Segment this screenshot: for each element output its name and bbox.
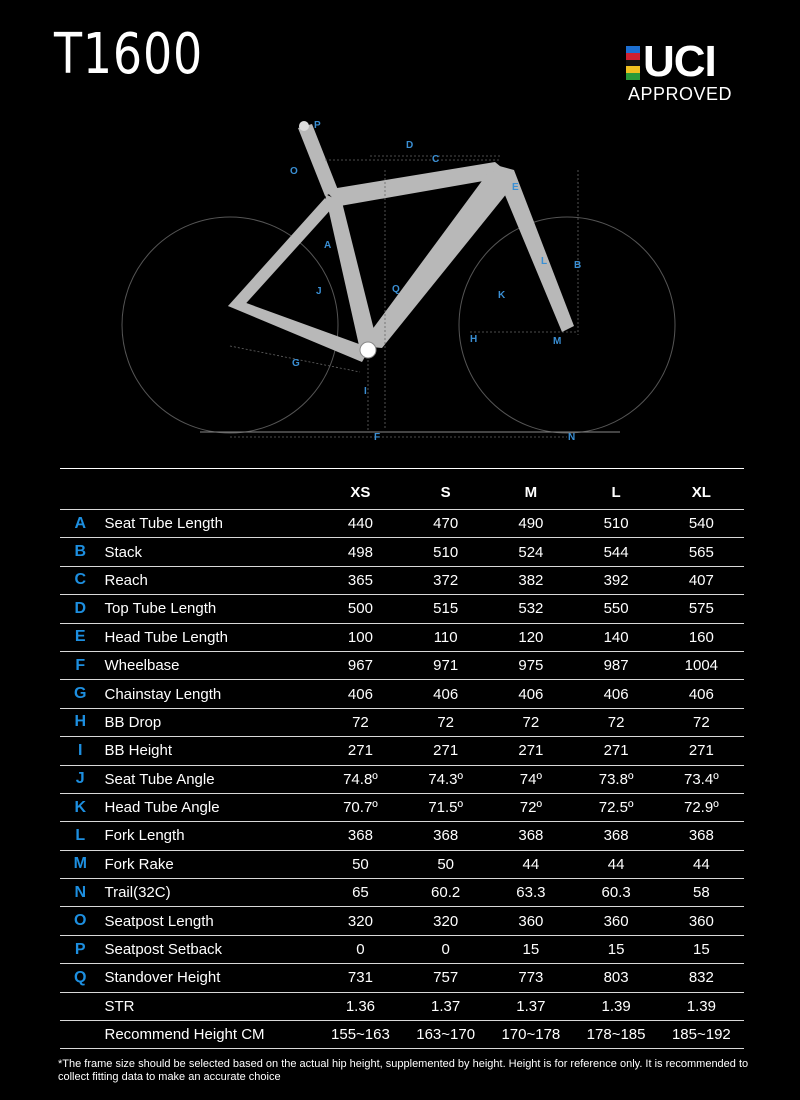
table-row xyxy=(60,737,744,765)
row-value: 490 xyxy=(488,510,573,538)
row-value: 406 xyxy=(573,680,658,708)
row-value: 44 xyxy=(488,850,573,878)
row-value: 72 xyxy=(488,708,573,736)
row-value: 406 xyxy=(403,680,488,708)
row-value: 803 xyxy=(573,964,658,992)
row-value: 271 xyxy=(659,737,744,765)
row-value: 440 xyxy=(318,510,403,538)
row-value: 550 xyxy=(573,595,658,623)
row-value: 15 xyxy=(488,935,573,963)
row-value: 320 xyxy=(318,907,403,935)
row-value: 73.4º xyxy=(659,765,744,793)
row-parameter-name: Standover Height xyxy=(100,964,317,992)
footnote: *The frame size should be selected based on the actual hip height, supplemented by height. Height is for reference only. It is recommended to collect fitting data to make an accurate choice xyxy=(58,1058,749,1083)
row-letter: H xyxy=(60,708,100,736)
table-row xyxy=(60,680,744,708)
uci-approved-label: APPROVED xyxy=(628,84,733,104)
row-value: 565 xyxy=(659,538,744,566)
header-size: XS xyxy=(318,475,403,510)
row-letter: F xyxy=(60,651,100,679)
row-value: 406 xyxy=(659,680,744,708)
label-j: J xyxy=(316,286,322,297)
row-value: 987 xyxy=(573,651,658,679)
row-value: 773 xyxy=(488,964,573,992)
row-value: 731 xyxy=(318,964,403,992)
row-value: 832 xyxy=(659,964,744,992)
row-value: 72 xyxy=(318,708,403,736)
row-letter: K xyxy=(60,793,100,821)
row-parameter-name: Recommend Height CM xyxy=(100,1021,317,1049)
row-value: 1.37 xyxy=(403,992,488,1020)
row-value: 170~178 xyxy=(488,1021,573,1049)
table-row xyxy=(60,992,744,1020)
header-size: S xyxy=(403,475,488,510)
row-parameter-name: Wheelbase xyxy=(100,651,317,679)
label-m: M xyxy=(553,336,562,347)
row-value: 500 xyxy=(318,595,403,623)
row-value: 470 xyxy=(403,510,488,538)
row-value: 368 xyxy=(573,822,658,850)
label-a: A xyxy=(324,240,332,251)
row-value: 271 xyxy=(488,737,573,765)
row-value: 160 xyxy=(659,623,744,651)
row-value: 544 xyxy=(573,538,658,566)
label-f: F xyxy=(374,432,381,443)
label-g: G xyxy=(292,358,300,369)
row-value: 110 xyxy=(403,623,488,651)
row-value: 967 xyxy=(318,651,403,679)
table-row xyxy=(60,708,744,736)
row-parameter-name: Top Tube Length xyxy=(100,595,317,623)
frame-geometry-diagram xyxy=(120,110,700,450)
row-value: 498 xyxy=(318,538,403,566)
row-value: 575 xyxy=(659,595,744,623)
row-value: 368 xyxy=(403,822,488,850)
row-parameter-name: Fork Rake xyxy=(100,850,317,878)
table-row xyxy=(60,651,744,679)
row-parameter-name: Fork Length xyxy=(100,822,317,850)
row-value: 271 xyxy=(318,737,403,765)
table-row xyxy=(60,623,744,651)
row-value: 1.36 xyxy=(318,992,403,1020)
row-parameter-name: BB Height xyxy=(100,737,317,765)
row-letter: A xyxy=(60,510,100,538)
row-value: 971 xyxy=(403,651,488,679)
row-letter: B xyxy=(60,538,100,566)
row-letter: P xyxy=(60,935,100,963)
row-value: 757 xyxy=(403,964,488,992)
label-q: Q xyxy=(392,284,400,295)
label-p: P xyxy=(314,120,321,131)
row-value: 372 xyxy=(403,566,488,594)
row-value: 73.8º xyxy=(573,765,658,793)
row-value: 515 xyxy=(403,595,488,623)
table-row xyxy=(60,510,744,538)
row-letter: Q xyxy=(60,964,100,992)
label-i: I xyxy=(364,386,367,397)
table-row xyxy=(60,1021,744,1049)
row-parameter-name: Seatpost Length xyxy=(100,907,317,935)
row-value: 271 xyxy=(403,737,488,765)
page-title: T1600 xyxy=(54,22,204,87)
row-value: 72.9º xyxy=(659,793,744,821)
label-e: E xyxy=(512,182,519,193)
row-value: 392 xyxy=(573,566,658,594)
row-value: 58 xyxy=(659,879,744,907)
row-value: 368 xyxy=(318,822,403,850)
row-value: 60.2 xyxy=(403,879,488,907)
table-row xyxy=(60,566,744,594)
label-l: L xyxy=(541,256,548,267)
row-value: 360 xyxy=(659,907,744,935)
row-value: 72º xyxy=(488,793,573,821)
row-letter xyxy=(60,992,100,1020)
row-value: 1.39 xyxy=(659,992,744,1020)
row-letter: O xyxy=(60,907,100,935)
row-value: 360 xyxy=(488,907,573,935)
row-value: 72 xyxy=(659,708,744,736)
table-row xyxy=(60,935,744,963)
row-value: 532 xyxy=(488,595,573,623)
row-letter: N xyxy=(60,879,100,907)
uci-wordmark: UCI xyxy=(643,37,716,86)
row-value: 155~163 xyxy=(318,1021,403,1049)
row-parameter-name: Chainstay Length xyxy=(100,680,317,708)
row-value: 1004 xyxy=(659,651,744,679)
row-value: 510 xyxy=(573,510,658,538)
row-value: 72 xyxy=(403,708,488,736)
row-letter: I xyxy=(60,737,100,765)
table-row xyxy=(60,907,744,935)
row-value: 271 xyxy=(573,737,658,765)
row-value: 70.7º xyxy=(318,793,403,821)
row-value: 74.8º xyxy=(318,765,403,793)
row-value: 1.39 xyxy=(573,992,658,1020)
row-value: 365 xyxy=(318,566,403,594)
table-row xyxy=(60,822,744,850)
row-value: 975 xyxy=(488,651,573,679)
label-d: D xyxy=(406,140,414,151)
table-row xyxy=(60,964,744,992)
table-header-row xyxy=(60,475,744,510)
row-value: 0 xyxy=(403,935,488,963)
row-parameter-name: Head Tube Angle xyxy=(100,793,317,821)
row-value: 368 xyxy=(659,822,744,850)
row-value: 0 xyxy=(318,935,403,963)
row-value: 72 xyxy=(573,708,658,736)
saddle-clamp xyxy=(299,121,309,131)
row-value: 178~185 xyxy=(573,1021,658,1049)
uci-stripes-icon xyxy=(626,46,640,80)
label-b: B xyxy=(574,260,582,271)
row-parameter-name: Stack xyxy=(100,538,317,566)
row-value: 406 xyxy=(318,680,403,708)
table-row xyxy=(60,595,744,623)
table-row xyxy=(60,850,744,878)
table-row xyxy=(60,879,744,907)
row-parameter-name: Seatpost Setback xyxy=(100,935,317,963)
row-value: 540 xyxy=(659,510,744,538)
row-parameter-name: Reach xyxy=(100,566,317,594)
row-value: 100 xyxy=(318,623,403,651)
row-parameter-name: STR xyxy=(100,992,317,1020)
row-letter: M xyxy=(60,850,100,878)
row-value: 44 xyxy=(659,850,744,878)
row-value: 50 xyxy=(403,850,488,878)
row-letter: D xyxy=(60,595,100,623)
row-parameter-name: Seat Tube Length xyxy=(100,510,317,538)
header-blank xyxy=(60,475,100,510)
row-value: 15 xyxy=(573,935,658,963)
bottom-bracket xyxy=(360,342,376,358)
row-parameter-name: Head Tube Length xyxy=(100,623,317,651)
row-value: 524 xyxy=(488,538,573,566)
row-value: 15 xyxy=(659,935,744,963)
row-parameter-name: BB Drop xyxy=(100,708,317,736)
label-k: K xyxy=(498,290,506,301)
table-top-rule xyxy=(60,468,744,469)
row-value: 71.5º xyxy=(403,793,488,821)
row-value: 406 xyxy=(488,680,573,708)
row-value: 120 xyxy=(488,623,573,651)
row-value: 382 xyxy=(488,566,573,594)
header-size: XL xyxy=(659,475,744,510)
row-value: 74º xyxy=(488,765,573,793)
row-value: 63.3 xyxy=(488,879,573,907)
row-value: 72.5º xyxy=(573,793,658,821)
table-row xyxy=(60,765,744,793)
row-letter xyxy=(60,1021,100,1049)
row-letter: E xyxy=(60,623,100,651)
label-c: C xyxy=(432,154,440,165)
row-letter: L xyxy=(60,822,100,850)
row-value: 368 xyxy=(488,822,573,850)
row-value: 65 xyxy=(318,879,403,907)
header-size: M xyxy=(488,475,573,510)
row-letter: C xyxy=(60,566,100,594)
row-parameter-name: Seat Tube Angle xyxy=(100,765,317,793)
row-parameter-name: Trail(32C) xyxy=(100,879,317,907)
row-value: 50 xyxy=(318,850,403,878)
row-value: 140 xyxy=(573,623,658,651)
row-value: 510 xyxy=(403,538,488,566)
row-value: 60.3 xyxy=(573,879,658,907)
label-n: N xyxy=(568,432,576,443)
row-value: 74.3º xyxy=(403,765,488,793)
row-letter: G xyxy=(60,680,100,708)
row-value: 163~170 xyxy=(403,1021,488,1049)
row-letter: J xyxy=(60,765,100,793)
row-value: 1.37 xyxy=(488,992,573,1020)
geometry-table xyxy=(60,475,744,1049)
label-o: O xyxy=(290,166,298,177)
row-value: 320 xyxy=(403,907,488,935)
header-size: L xyxy=(573,475,658,510)
row-value: 185~192 xyxy=(659,1021,744,1049)
table-row xyxy=(60,538,744,566)
row-value: 360 xyxy=(573,907,658,935)
label-h: H xyxy=(470,334,478,345)
uci-approved-badge xyxy=(626,37,746,106)
row-value: 407 xyxy=(659,566,744,594)
header-blank xyxy=(100,475,317,510)
row-value: 44 xyxy=(573,850,658,878)
table-row xyxy=(60,793,744,821)
